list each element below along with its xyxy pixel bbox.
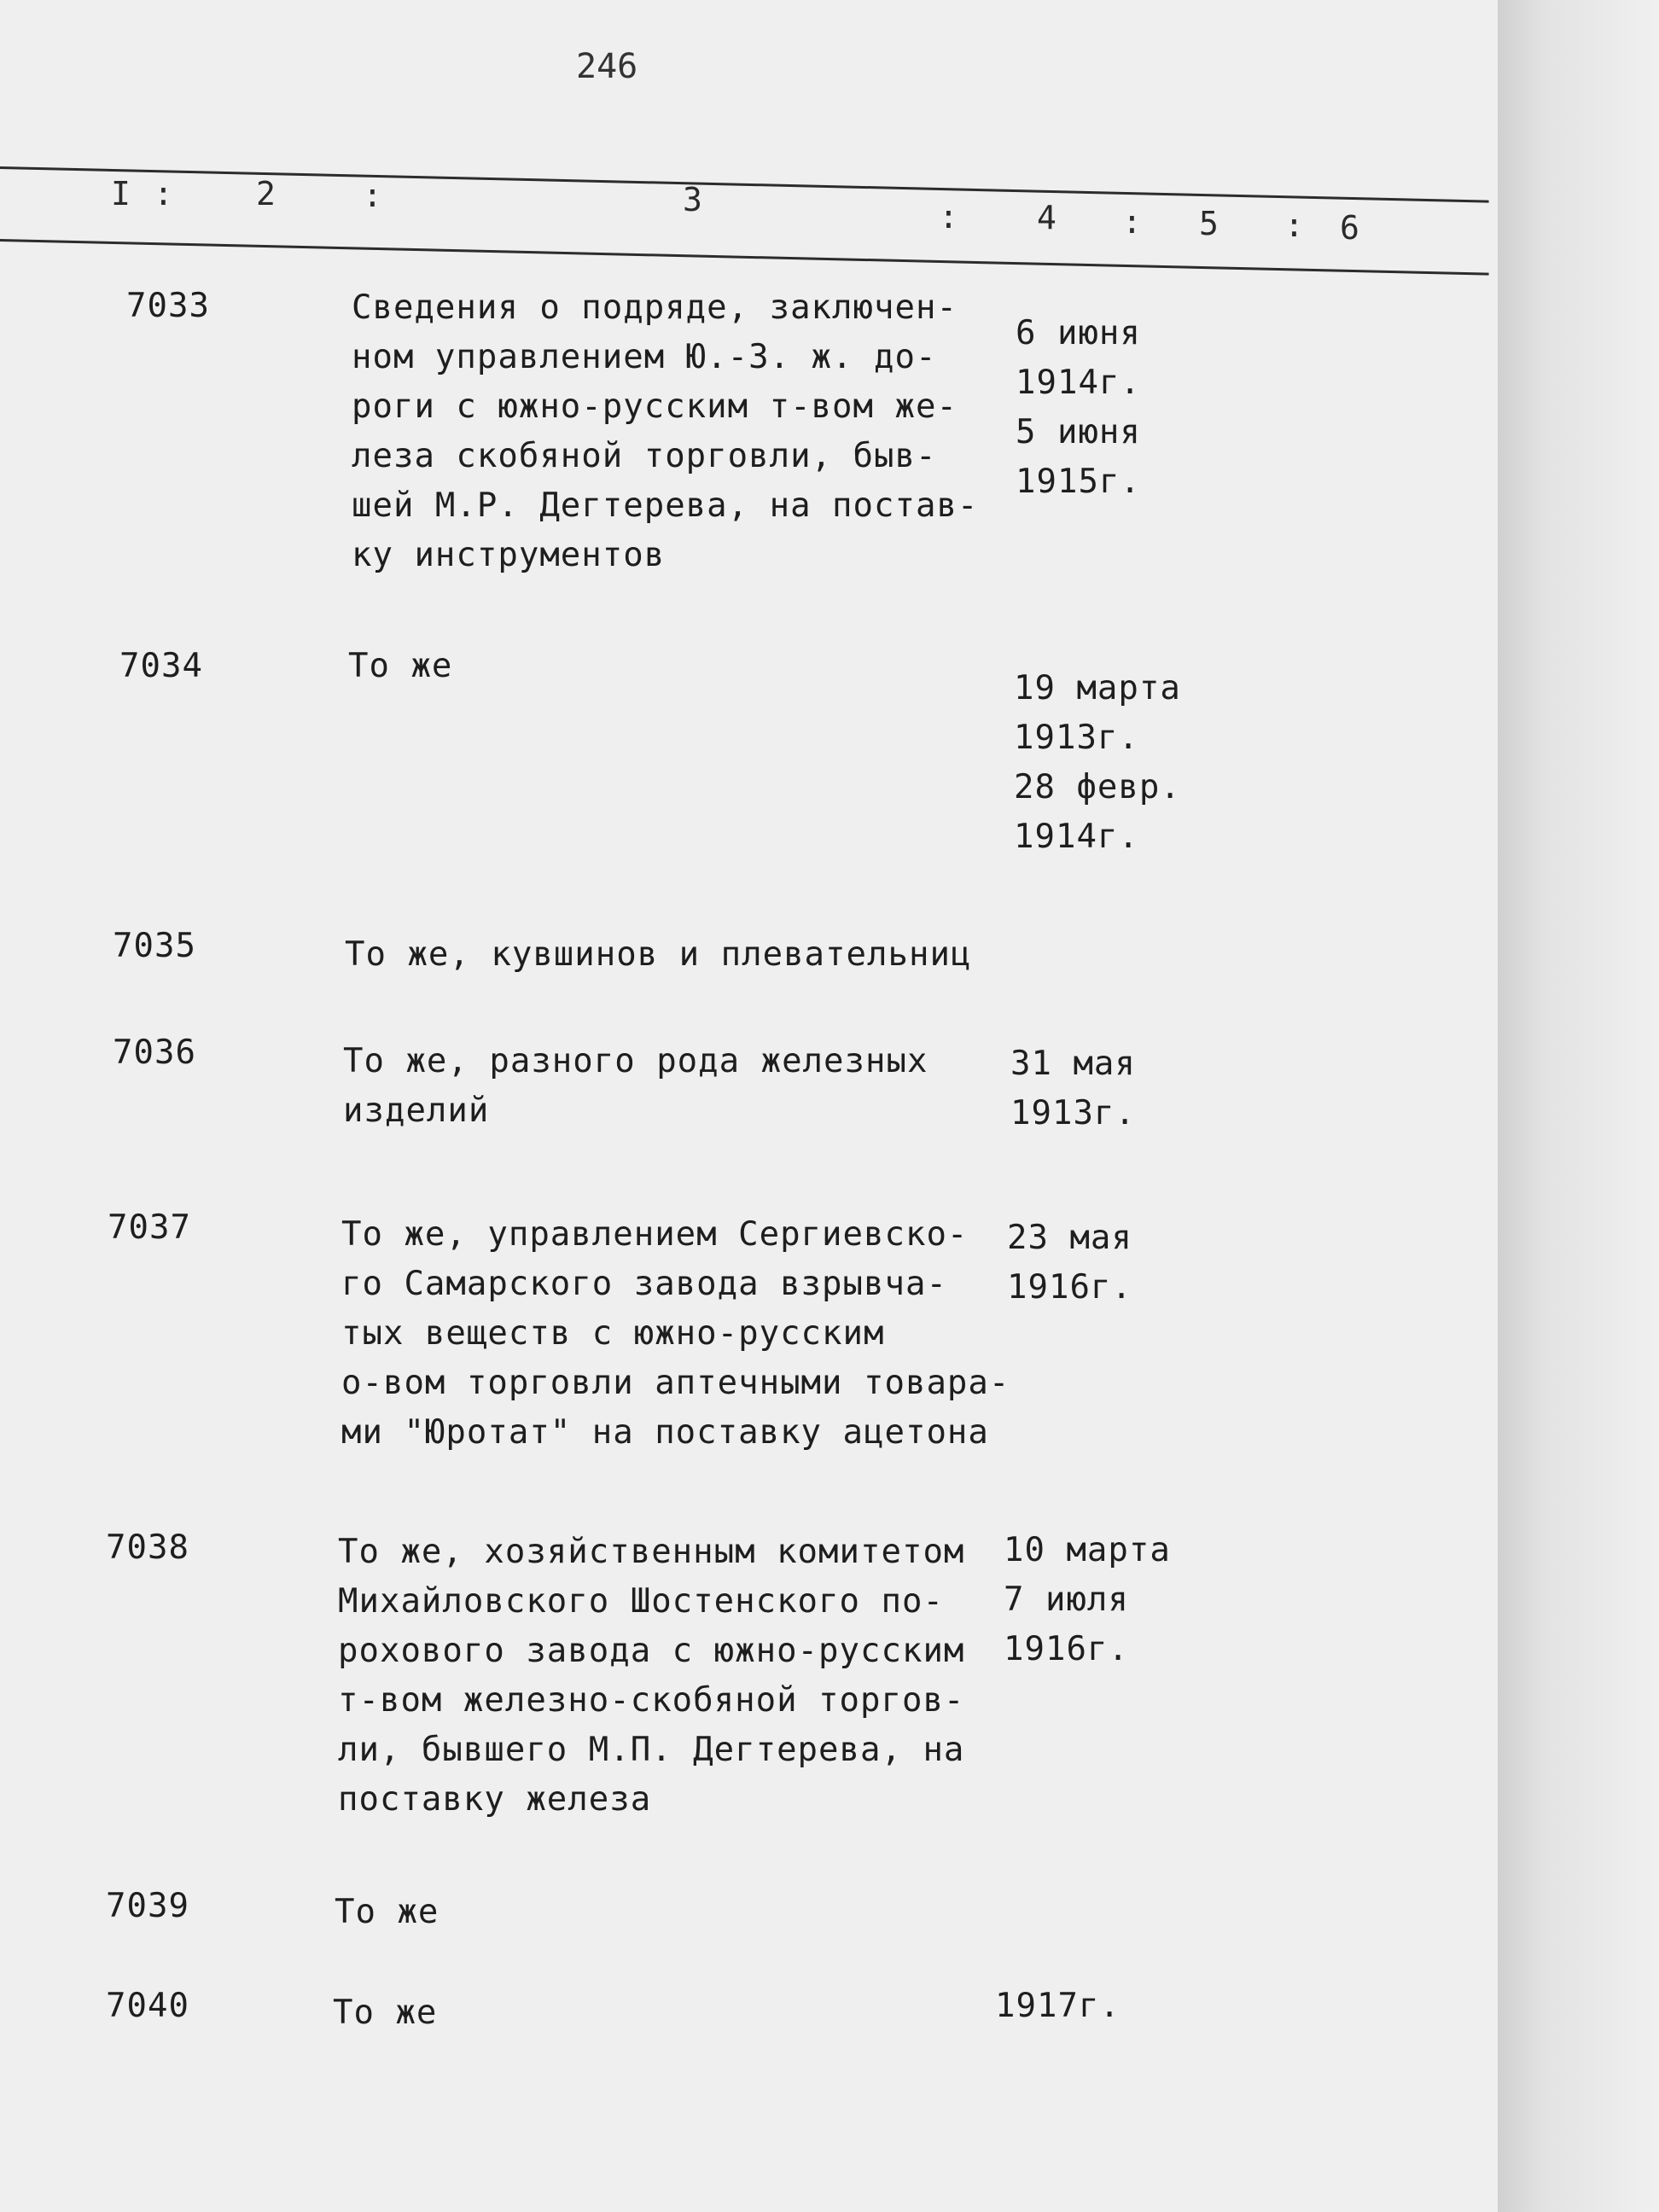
entry-number: 7034 [119,647,203,685]
date-line: 5 июня [1016,413,1141,451]
entry-dates [1004,1526,1171,1674]
description-line: шей М.Р. Дегтерева, на постав- [352,486,979,525]
description-line: ли, бывшего М.П. Дегтерева, на [338,1731,965,1769]
description-line: леза скобяной торговли, быв- [352,437,937,475]
column-separator: : [154,175,173,212]
description-line: ном управлением Ю.-З. ж. до- [352,338,937,376]
date-line: 19 марта [1014,669,1181,707]
entry-number: 7036 [113,1033,196,1072]
description-line: го Самарского завода взрывча- [341,1265,947,1303]
entry-description [352,283,978,580]
description-line: тых веществ с южно-русским [341,1314,885,1353]
description-line: поставку железа [338,1780,652,1819]
date-line: 28 февр. [1014,768,1181,806]
entry-description [338,1528,964,1825]
column-header-2: 2 [256,175,276,212]
column-separator: : [1284,207,1304,244]
description-line: То же [333,1994,438,2032]
entry-dates [1007,1214,1132,1313]
date-line: 7 июля [1004,1580,1129,1619]
date-line: 1914г. [1014,818,1139,856]
column-header-4: 4 [1037,199,1057,236]
column-header-5: 5 [1199,205,1219,242]
date-line: 1913г. [1014,719,1139,757]
description-line: То же, кувшинов и плевательниц [345,935,972,974]
date-line: 1914г. [1016,364,1141,402]
entry-description [343,1037,928,1136]
entry-dates [995,1982,1121,2031]
entry-number: 7039 [106,1887,189,1925]
entry-description [345,930,971,980]
column-separator: : [939,198,958,236]
description-line: То же, управлением Сергиевско- [341,1215,969,1254]
page-edge [1498,0,1659,2212]
description-line: о-вом торговли аптечными товара- [341,1364,1010,1402]
description-line: изделий [343,1091,490,1130]
description-line: т-вом железно-скобяной торгов- [338,1681,965,1720]
date-line: 1913г. [1010,1094,1136,1132]
column-header-3: 3 [683,181,702,218]
date-line: 1916г. [1007,1268,1132,1307]
description-line: То же [348,647,453,685]
date-line: 1916г. [1004,1630,1129,1668]
entry-number: 7038 [106,1528,189,1567]
date-line: 10 марта [1004,1531,1171,1569]
entry-description [335,1888,439,1937]
date-line: 31 мая [1010,1045,1136,1083]
description-line: То же, разного рода железных [343,1042,928,1080]
page-number: 246 [576,47,638,86]
header-bottom-rule [0,239,1489,276]
entry-dates [1016,309,1141,507]
description-line: ми "Юротат" на поставку ацетона [341,1413,989,1452]
date-line: 23 мая [1007,1219,1132,1257]
column-header-1: I [111,175,131,212]
entry-number: 7040 [106,1987,189,2025]
description-line: ку инструментов [352,536,666,574]
header-top-rule [0,166,1489,203]
entry-number: 7035 [113,927,196,965]
entry-description [333,1988,437,2038]
description-line: Сведения о подряде, заключен- [352,288,958,327]
entry-number: 7037 [108,1208,191,1247]
date-line: 1915г. [1016,463,1141,501]
description-line: рохового завода с южно-русским [338,1632,965,1670]
entry-dates [1010,1039,1136,1138]
description-line: То же [335,1893,439,1931]
entry-dates [1014,664,1181,862]
column-separator: : [1122,203,1142,241]
description-line: То же, хозяйственным комитетом [338,1533,965,1571]
column-separator: : [363,177,382,214]
column-header-6: 6 [1340,209,1359,247]
date-line: 6 июня [1016,314,1141,352]
description-line: роги с южно-русским т-вом же- [352,387,958,426]
entry-description [341,1210,1010,1458]
entry-number: 7033 [126,287,210,325]
date-line: 1917г. [995,1987,1121,2025]
entry-description [348,642,452,691]
description-line: Михайловского Шостенского по- [338,1582,944,1621]
